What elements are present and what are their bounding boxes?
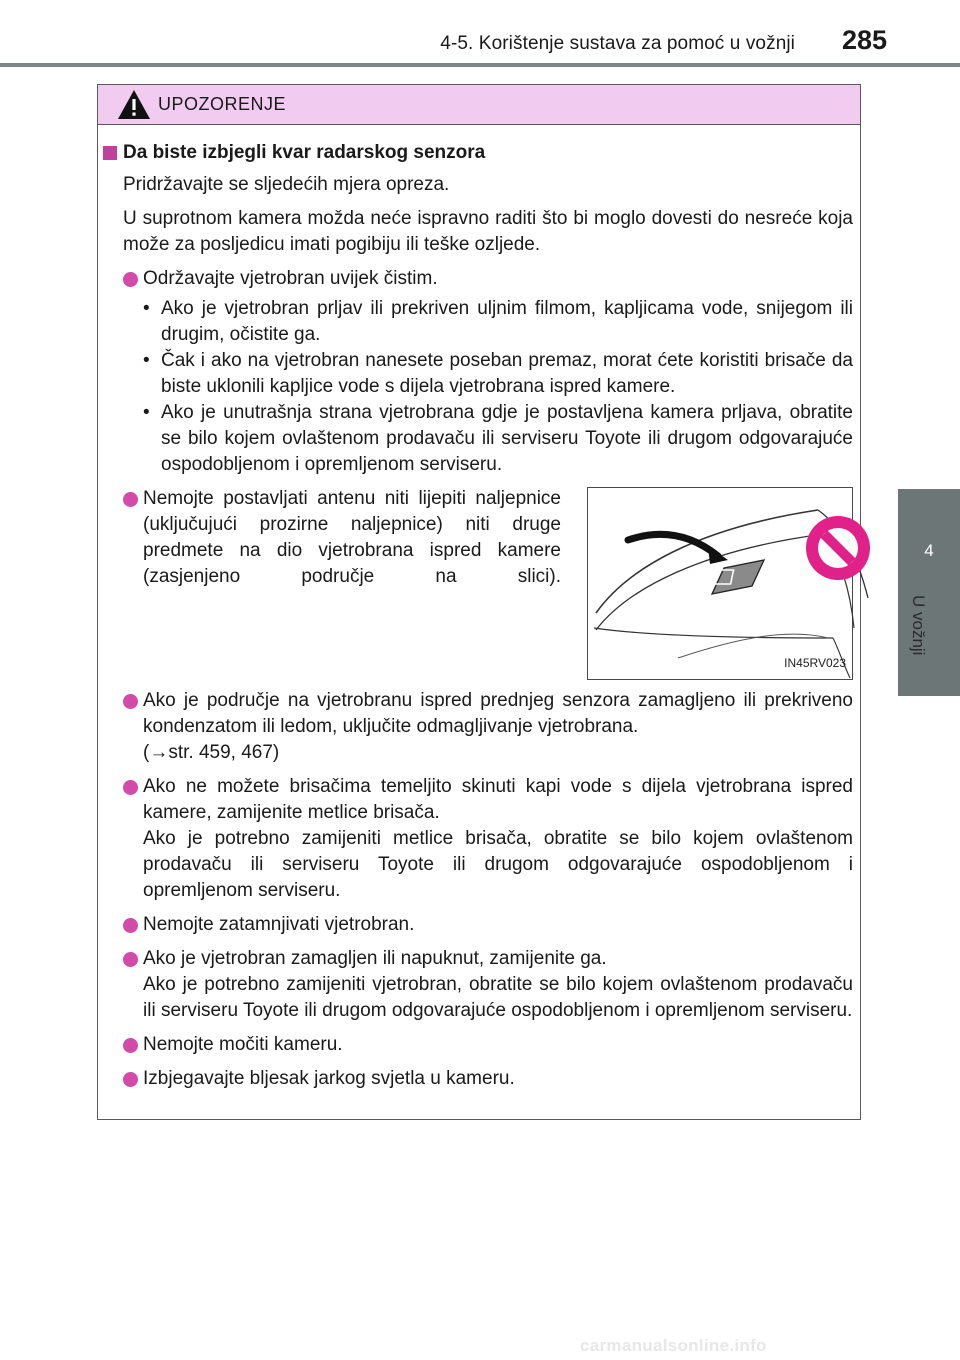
- chapter-tab: [898, 489, 960, 696]
- list-item: Ako je područje na vjetrobranu ispred prednjeg senzora zamagljeno ili prekriveno kondenzatom ili ledom, uključite odmagljivanje vjetrobrana. (→str. 459, 467): [103, 688, 853, 766]
- square-bullet-icon: [103, 146, 117, 160]
- sub-item: • Čak i ako na vjetrobran nanesete poseban premaz, morat ćete koristiti brisače da biste uklonili kapljice vode s dijela vjetrobrana ispred kamere.: [143, 350, 853, 397]
- header-rule: [0, 63, 960, 67]
- circle-bullet-icon: [123, 492, 138, 507]
- list-item: Nemojte postavljati antenu niti lijepiti naljepnice (uključujući prozirne naljepnice) niti druge predmete na dio vjetrobrana ispred kamere (zasjenjeno područje na slici).: [103, 486, 561, 590]
- sub-item: • Ako je vjetrobran prljav ili prekriven uljnim filmom, kapljicama vode, snijegom ili drugim, očistite ga.: [143, 298, 853, 345]
- circle-bullet-icon: [123, 1038, 138, 1053]
- circle-bullet-icon: [123, 918, 138, 933]
- warning-triangle-icon: [117, 89, 151, 120]
- page-number: 285: [842, 25, 888, 55]
- circle-bullet-icon: [123, 272, 138, 287]
- consequence-text: U suprotnom kamera možda neće ispravno raditi što bi moglo dovesti do nesreće koja može za posljedicu imati pogibiju ili teške ozljede.: [123, 208, 853, 255]
- chapter-label: U vožnji: [909, 595, 928, 656]
- circle-bullet-icon: [123, 694, 138, 709]
- list-item: Ako je vjetrobran zamagljen ili napuknut, zamijenite ga. Ako je potrebno zamijeniti vjetrobran, obratite se bilo kojem ovlaštenom prodavaču ili serviseru Toyote ili drugom odgovarajuće ospodobljenom i opremljenom serviseru.: [103, 946, 853, 1024]
- section-title: 4-5. Korištenje sustava za pomoć u vožnji: [440, 33, 795, 54]
- warning-heading-text: Da biste izbjegli kvar radarskog senzora: [123, 142, 486, 163]
- figure-code: IN45RV023: [784, 656, 846, 670]
- list-item: Izbjegavajte bljesak jarkog svjetla u kameru.: [103, 1066, 853, 1092]
- warning-header: [98, 85, 860, 125]
- circle-bullet-icon: [123, 952, 138, 967]
- chapter-number: 4: [924, 541, 934, 560]
- page-reference: (→str. 459, 467): [143, 742, 280, 763]
- list-item: Nemojte zatamnjivati vjetrobran.: [103, 912, 853, 938]
- list-item: Ako ne možete brisačima temeljito skinuti kapi vode s dijela vjetrobrana ispred kamere, zamijenite metlice brisača. Ako je potrebno zamijeniti metlice brisača, obratite se bilo kojem ovlaštenom prodavaču ili serviseru Toyote ili drugom odgovarajuće ospodobljenom i opremljenom serviseru.: [103, 774, 853, 904]
- warning-content: [103, 140, 853, 1100]
- circle-bullet-icon: [123, 1072, 138, 1087]
- list-item: Održavajte vjetrobran uvijek čistim.: [103, 266, 853, 292]
- windshield-figure: [587, 487, 853, 680]
- warning-label: UPOZORENJE: [158, 94, 287, 114]
- circle-bullet-icon: [123, 780, 138, 795]
- watermark: carmanualsonline.info: [580, 1336, 767, 1355]
- list-item: Nemojte močiti kameru.: [103, 1032, 853, 1058]
- warning-heading: [103, 140, 853, 166]
- sub-item: • Ako je unutrašnja strana vjetrobrana gdje je postavljena kamera prljava, obratite se bilo kojem ovlaštenom prodavaču ili serviseru Toyote ili drugom odgovarajuće ospodobljenom i opremljenom serviseru.: [143, 402, 853, 475]
- intro-text: Pridržavajte se sljedećih mjera opreza.: [123, 174, 450, 195]
- item-with-figure: [103, 486, 853, 680]
